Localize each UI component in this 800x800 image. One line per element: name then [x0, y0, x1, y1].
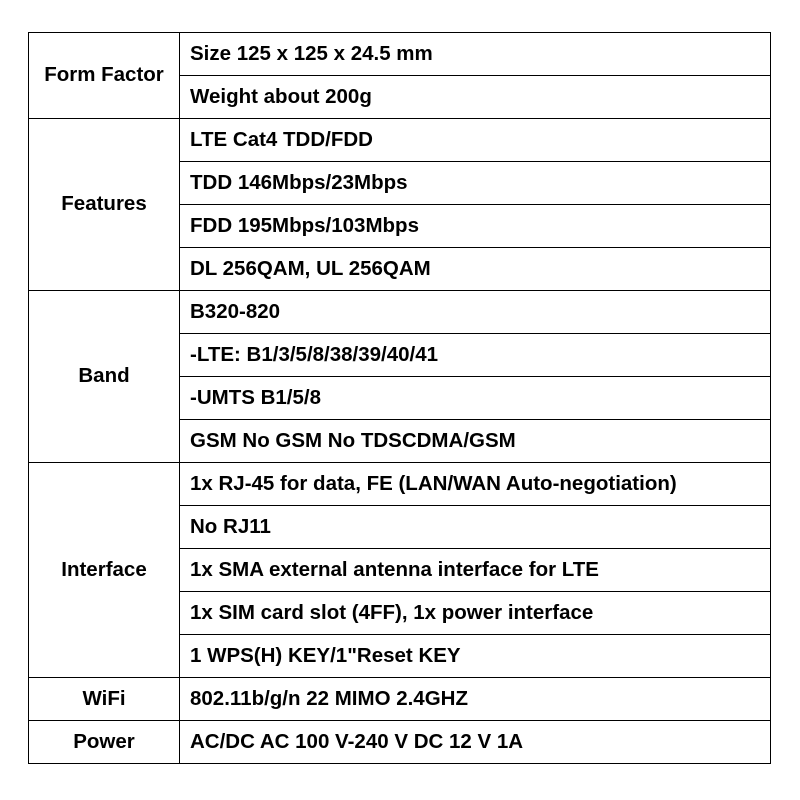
spec-value: TDD 146Mbps/23Mbps: [180, 162, 771, 205]
spec-value: Size 125 x 125 x 24.5 mm: [180, 33, 771, 76]
spec-value: DL 256QAM, UL 256QAM: [180, 248, 771, 291]
spec-value: AC/DC AC 100 V-240 V DC 12 V 1A: [180, 721, 771, 764]
spec-value: 1x SIM card slot (4FF), 1x power interface: [180, 592, 771, 635]
spec-value: 1 WPS(H) KEY/1"Reset KEY: [180, 635, 771, 678]
table-row: [29, 721, 771, 764]
category-power: Power: [29, 721, 180, 764]
spec-value: 802.11b/g/n 22 MIMO 2.4GHZ: [180, 678, 771, 721]
spec-value: GSM No GSM No TDSCDMA/GSM: [180, 420, 771, 463]
table-row: [29, 463, 771, 506]
table-row: [29, 678, 771, 721]
category-features: Features: [29, 119, 180, 291]
spec-table-body: [29, 33, 771, 764]
category-form-factor: Form Factor: [29, 33, 180, 119]
spec-value: No RJ11: [180, 506, 771, 549]
spec-value: -UMTS B1/5/8: [180, 377, 771, 420]
category-interface: Interface: [29, 463, 180, 678]
spec-value: -LTE: B1/3/5/8/38/39/40/41: [180, 334, 771, 377]
category-wifi: WiFi: [29, 678, 180, 721]
spec-value: LTE Cat4 TDD/FDD: [180, 119, 771, 162]
table-row: [29, 291, 771, 334]
spec-value: FDD 195Mbps/103Mbps: [180, 205, 771, 248]
spec-value: Weight about 200g: [180, 76, 771, 119]
category-band: Band: [29, 291, 180, 463]
table-row: [29, 33, 771, 76]
spec-value: B320-820: [180, 291, 771, 334]
table-row: [29, 119, 771, 162]
spec-value: 1x SMA external antenna interface for LTE: [180, 549, 771, 592]
spec-table: [28, 32, 771, 764]
spec-value: 1x RJ-45 for data, FE (LAN/WAN Auto-negotiation): [180, 463, 771, 506]
